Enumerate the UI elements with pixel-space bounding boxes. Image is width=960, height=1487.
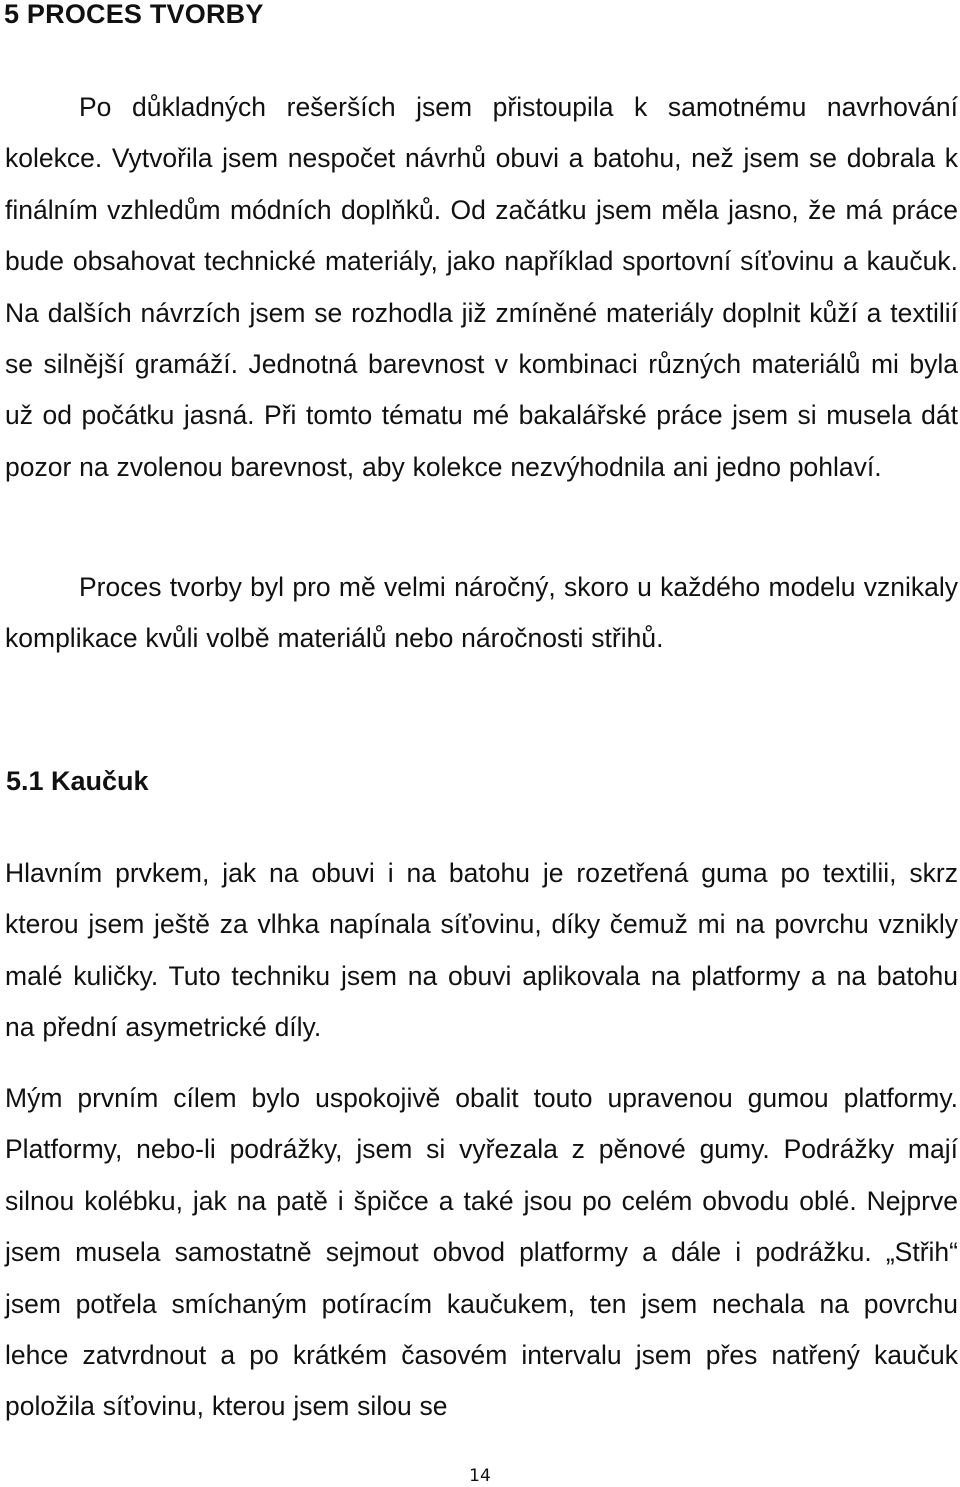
chapter-paragraph-2: Proces tvorby byl pro mě velmi náročný, skoro u každého modelu vznikaly komplikace kvůli volbě materiálů nebo náročnosti střihů. — [5, 572, 958, 654]
chapter-paragraph-1: Po důkladných rešerších jsem přistoupila k samotnému navrhování kolekce. Vytvořila jsem nespočet návrhů obuvi a batohu, než jsem se dobrala k finálním vzhledům módních doplňků. Od začátku jsem měla jasno, že má práce bude obsahovat technické materiály, jako například sportovní síťovinu a kaučuk. Na dalších návrzích jsem se rozhodla již zmíněné materiály doplnit kůží a textilií se silnější gramáží. Jednotná barevnost v kombinaci různých materiálů mi byla už od počátku jasná. Při tomto tématu mé bakalářské práce jsem si musela dát pozor na zvolenou barevnost, aby kolekce nezvýhodnila ani jedno pohlaví. — [5, 92, 958, 482]
section-heading: 5.1 Kaučuk — [6, 766, 149, 796]
chapter-heading: 5 PROCES TVORBY — [4, 0, 264, 29]
section-paragraph-1: Hlavním prvkem, jak na obuvi i na batohu je rozetřená guma po textilii, skrz kterou jsem ještě za vlhka napínala síťovinu, díky čemuž mi na povrchu vznikly malé kuličky. Tuto techniku jsem na obuvi aplikovala na platformy a na batohu na přední asymetrické díly. — [5, 858, 958, 1043]
page-number: 14 — [469, 1466, 491, 1486]
section-paragraph-2: Mým prvním cílem bylo uspokojivě obalit touto upravenou gumou platformy. Platformy, nebo-li podrážky, jsem si vyřezala z pěnové gumy. Podrážky mají silnou kolébku, jak na patě i špičce a také jsou po celém obvodu oblé. Nejprve jsem musela samostatně sejmout obvod platformy a dále i podrážku. „Střih“ jsem potřela smíchaným potíracím kaučukem, ten jsem nechala na povrchu lehce zatvrdnout a po krátkém časovém intervalu jsem přes natřený kaučuk položila síťovinu, kterou jsem silou se — [5, 1083, 958, 1422]
